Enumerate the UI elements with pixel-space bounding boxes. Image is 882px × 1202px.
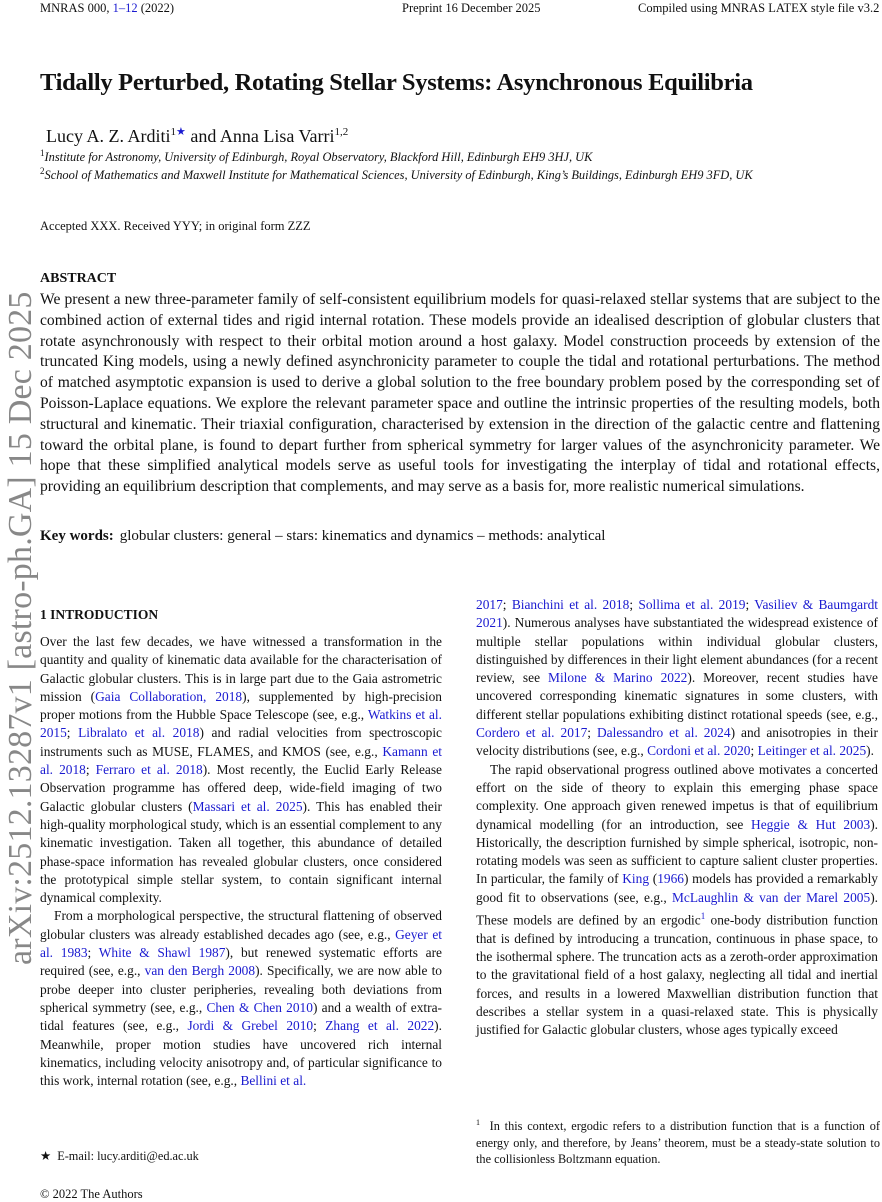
citation-link[interactable]: Bianchini et al. 2018: [511, 597, 630, 612]
citation-link[interactable]: Sollima et al. 2019: [638, 597, 746, 612]
author-name: Anna Lisa Varri: [219, 126, 335, 146]
citation-link[interactable]: Cordoni et al. 2020: [647, 743, 751, 759]
copyright: © 2022 The Authors: [40, 1187, 143, 1201]
preprint-date: Preprint 16 December 2025: [402, 1, 541, 15]
section-heading: 1 INTRODUCTION: [40, 607, 159, 622]
affil-number: 1: [40, 148, 45, 158]
citation-link[interactable]: White & Shawl 1987: [98, 945, 226, 961]
affil-text: Institute for Astronomy, University of Edinburgh, Royal Observatory, Blackford Hill, Edinburgh EH9 3HJ, UK: [44, 150, 593, 165]
paragraph: 2017; Bianchini et al. 2018; Sollima et al. 2019; Vasiliev & Baumgardt 2021). Numerous analyses have substantiated the widespread existence of multiple stellar populations within individual globular clusters, distinguished by differences in their light element abundances (for a recent review, see Milone & Marino 2022). Moreover, recent studies have uncovered corresponding kinematic signatures in some clusters, with different stellar populations exhibiting distinct rotational speeds (see, e.g., Cordero et al. 2017; Dalessandro et al. 2024) and anisotropies in their velocity distributions (see, e.g., Cordoni et al. 2020; Leitinger et al. 2025).: [476, 597, 878, 759]
pages-link[interactable]: 1–12: [112, 1, 138, 15]
abstract-heading: ABSTRACT: [40, 271, 117, 286]
affiliation: [40, 163, 753, 184]
citation-link[interactable]: Gaia Collaboration, 2018: [95, 688, 243, 704]
column-right: [476, 596, 878, 1040]
citation-link[interactable]: Milone & Marino 2022: [548, 670, 688, 686]
journal-year: (2022): [137, 1, 175, 15]
citation-link[interactable]: 1966: [657, 871, 684, 887]
footnote-marker[interactable]: 1: [700, 911, 706, 922]
citation-link[interactable]: Geyer et al. 1983: [40, 926, 442, 961]
affil-number: 2: [40, 166, 45, 176]
footnote-1: [476, 1115, 880, 1168]
arxiv-stamp[interactable]: arXiv:2512.13287v1 [astro-ph.GA] 15 Dec 2025: [2, 291, 39, 965]
affil-marker: 1,2: [334, 126, 349, 138]
email-text[interactable]: E-mail: lucy.arditi@ed.ac.uk: [57, 1149, 199, 1163]
citation-link[interactable]: Vasiliev & Baumgardt 2021: [476, 597, 878, 631]
acceptance-note: Accepted XXX. Received YYY; in original form ZZZ: [40, 219, 311, 233]
citation-link[interactable]: Cordero et al. 2017: [476, 725, 588, 741]
citation-link[interactable]: King: [622, 871, 650, 887]
affil-text: School of Mathematics and Maxwell Institute for Mathematical Sciences, University of Edinburgh, King’s Buildings, Edinburgh EH9 3FD, UK: [44, 168, 753, 183]
paragraph: The rapid observational progress outlined above motivates a concerted effort on the side of theory to explain this emerging phase space complexity. One approach given renewed impetus is that of equilibrium dynamical modelling (for an introduction, see Heggie & Hut 2003). Historically, the description furnished by simple spherical, isotropic, non-rotating models was seen as sufficient to capture salient cluster properties. In particular, the family of King (1966) models has provided a remarkably good fit to observations (see, e.g., McLaughlin & van der Marel 2005). These models are defined by an ergodic$^1$ one-body distribution function that is defined by introducing a truncation, continuous in phase space, to the isothermal sphere. The truncation acts as a zeroth-order approximation to the gravitational field of a host galaxy, neglecting all tidal and inertial forces, and results in a lowered Maxwellian distribution function that describes a stellar system in a quasi-relaxed state. This is physically justified for Galactic globular clusters, whose ages typically exceed: [476, 761, 878, 1038]
star-icon: ★: [40, 1149, 52, 1163]
abstract-text: We present a new three-parameter family of self-consistent equilibrium models for quasi-relaxed stellar systems that are subject to the combined action of external tides and rigid internal rotation. These models provide an idealised description of globular clusters that rotate asynchronously with respect to their orbital motion around a host galaxy. Model construction proceeds by extension of the truncated King models, using a newly defined asynchronicity parameter to couple the tidal and rotational perturbations. The method of matched asymptotic expansion is used to derive a global solution to the free boundary problem posed by the corresponding set of Poisson-Laplace equations. We explore the relevant parameter space and outline the intrinsic properties of the resulting models, both structural and kinematic. Their triaxial configuration, characterised by extension in the direction of the galactic centre and flattening toward the orbital plane, is found to depart further from spherical symmetry for larger values of the asynchronicity parameter. We hope that these simplified analytical models serve as useful tools for investigating the interplay of tidal and rotational effects, providing an equilibrium description that complements, and may serve as a basis for, more realistic numerical simulations.: [40, 291, 880, 496]
keywords-text: globular clusters: general – stars: kinematics and dynamics – methods: analytical: [119, 528, 606, 544]
author-conjunction: and: [185, 126, 220, 146]
citation-link[interactable]: 2017: [476, 597, 503, 612]
citation-link[interactable]: Bellini et al.: [240, 1073, 307, 1089]
citation-link[interactable]: van den Bergh 2008: [144, 963, 256, 979]
citation-link[interactable]: Kamann et al. 2018: [40, 743, 442, 778]
paragraph: From a morphological perspective, the structural flattening of observed globular clusters was already established decades ago (see, e.g., Geyer et al. 1983; White & Shawl 1987), but renewed systematic efforts are required (see, e.g., van den Bergh 2008). Specifically, we are now able to probe deeper into cluster peripheries, revealing both deviations from spherical symmetry (see, e.g., Chen & Chen 2010) and a wealth of extra-tidal features (see, e.g., Jordi & Grebel 2010; Zhang et al. 2022). Meanwhile, proper motion studies have uncovered rich internal kinematics, including velocity anisotropy and, of particular significance to this work, internal rotation (see, e.g., Bellini et al.: [40, 908, 443, 1089]
author-name: Lucy A. Z. Arditi: [46, 126, 171, 146]
keywords-label: Key words:: [40, 528, 114, 544]
journal-header: [40, 0, 174, 16]
footnote-text: In this context, ergodic refers to a distribution function that is a function of energy only, and therefore, by Jeans’ theorem, must be a steady-state solution to the collisionless Boltzmann equation.: [476, 1119, 880, 1167]
footnote-number: 1: [476, 1118, 480, 1127]
email-footnote: [40, 1149, 199, 1164]
citation-link[interactable]: Libralato et al. 2018: [78, 725, 200, 741]
journal-label: MNRAS 000,: [40, 1, 113, 15]
citation-link[interactable]: Massari et al. 2025: [192, 798, 303, 814]
affil-marker: 1: [170, 126, 176, 138]
citation-link[interactable]: Dalessandro et al. 2024: [596, 725, 731, 741]
corresponding-star-icon[interactable]: ★: [176, 126, 186, 138]
author-list: [46, 121, 348, 147]
column-left: [40, 633, 442, 1090]
citation-link[interactable]: McLaughlin & van der Marel 2005: [672, 889, 871, 905]
citation-link[interactable]: Chen & Chen 2010: [206, 999, 313, 1015]
citation-link[interactable]: Heggie & Hut 2003: [751, 816, 871, 832]
compiled-note: Compiled using MNRAS LATEX style file v3.2: [638, 1, 880, 15]
paragraph: Over the last few decades, we have witnessed a transformation in the quantity and quality of kinematic data available for the characterisation of Galactic globular clusters. This is in large part due to the Gaia astrometric mission (Gaia Collaboration, 2018), supplemented by high-precision proper motions from the Hubble Space Telescope (see, e.g., Watkins et al. 2015; Libralato et al. 2018) and radial velocities from spectroscopic instruments such as MUSE, FLAMES, and KMOS (see, e.g., Kamann et al. 2018; Ferraro et al. 2018). Most recently, the Euclid Early Release Observation programme has offered deep, wide-field imaging of two Galactic globular clusters (Massari et al. 2025). This has enabled their high-quality morphological study, which is an essential complement to any kinematic investigation. Taken all together, this abundance of detailed phase-space information has revealed globular clusters, once considered the prototypical simple stellar system, to contain significant internal dynamical complexity.: [40, 634, 442, 906]
citation-link[interactable]: Jordi & Grebel 2010: [187, 1018, 314, 1034]
citation-link[interactable]: Ferraro et al. 2018: [95, 762, 203, 778]
paper-title: Tidally Perturbed, Rotating Stellar Systems: Asynchronous Equilibria: [40, 69, 753, 96]
citation-link[interactable]: Leitinger et al. 2025: [757, 743, 867, 759]
keywords: [40, 528, 605, 545]
citation-link[interactable]: Watkins et al. 2015: [40, 707, 442, 741]
citation-link[interactable]: Zhang et al. 2022: [325, 1018, 435, 1034]
